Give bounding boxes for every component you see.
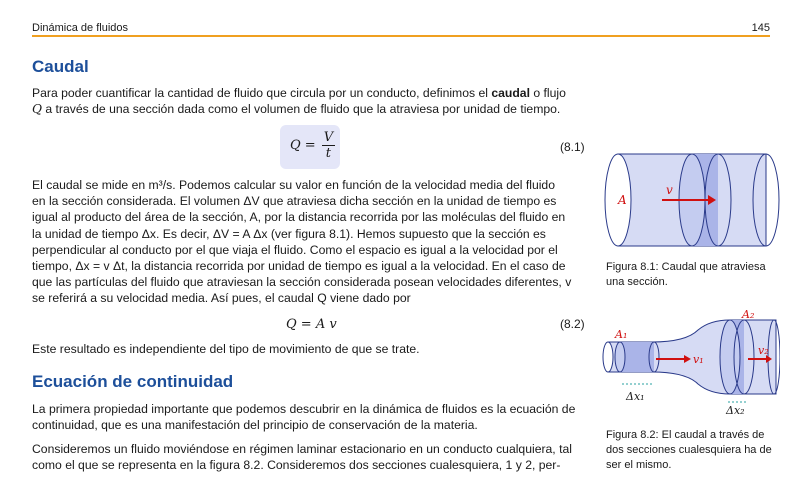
equation-8-1: Q = $\frac{V}{t}$ <box>290 130 334 161</box>
label-dx1: Δx₁ <box>626 390 645 403</box>
keyword-caudal: caudal <box>491 86 530 100</box>
label-velocity: v <box>666 183 673 197</box>
paragraph-caudal-conclusion: Este resultado es independiente del tipo de movimiento de que se trate. <box>32 342 420 356</box>
equation-8-2-number: (8.2) <box>560 317 585 331</box>
section-title-continuidad: Ecuación de continuidad <box>32 372 234 391</box>
label-v1: v₁ <box>693 353 704 366</box>
paragraph-continuidad-intro: La primera propiedad importante que podemos descubrir en la dinámica de fluidos es la ecuación de continuidad, que es una manifestación del principio de conservación de la materia. <box>32 402 576 433</box>
page-header <box>32 22 770 36</box>
page-number: 145 <box>751 22 770 34</box>
paragraph-caudal-units: El caudal se mide en m³/s. Podemos calcular su valor en función de la velocidad media del fluido en la sección considerada. El volumen ΔV que atraviesa dicha sección en la unidad de tiempo es igual al producto del área de la sección, A, por la distancia recorrida por las moléculas del fluido en la unidad de tiempo Δx. Es decir, ΔV = A Δx (ver figura 8.1). Hemos supuesto que la sección es perpendicular al conducto por el que viaja el fluido. Como el espacio es igual a la velocidad por el tiempo, Δx = v Δt, la distancia recorrida por unidad de tiempo es igual a la velocidad. En el caso de que las partículas del fluido que atraviesan la sección considerada posean velocidades diferentes, v se referirá a su velocidad media. Así pues, el caudal Q viene dado por <box>32 178 572 306</box>
label-area: A <box>618 193 627 207</box>
paragraph-caudal-intro: Para poder cuantificar la cantidad de fluido que circula por un conducto, definimos el caudal o flujo Q a través de una sección dada como el volumen de fluido que la atraviesa por unidad de tiempo. <box>32 86 566 117</box>
label-a2: A₂ <box>742 308 755 321</box>
pipe-entry-ellipse-2 <box>603 342 613 372</box>
equation-8-1-number: (8.1) <box>560 140 585 154</box>
figure-8-2-caption: Figura 8.2: El caudal a través de dos secciones cualesquiera ha de ser el mismo. <box>606 429 772 471</box>
header-rule <box>32 35 770 37</box>
paragraph-continuidad-setup: Consideremos un fluido moviéndose en régimen laminar estacionario en un conducto cualquiera, tal como el que se representa en la figura 8.2. Consideremos dos secciones cualesquiera, 1 y 2, per- <box>32 442 572 473</box>
label-dx2: Δx₂ <box>726 404 745 417</box>
running-title: Dinámica de fluidos <box>32 22 128 34</box>
section-title-caudal: Caudal <box>32 57 89 76</box>
equation-8-2: Q = A v <box>286 317 337 332</box>
figure-8-2-pipe <box>600 306 780 418</box>
figure-8-1-caption: Figura 8.1: Caudal que atraviesa una sección. <box>606 261 766 288</box>
section-1-left-ellipse <box>615 342 625 372</box>
figure-8-1-pipe <box>604 146 780 256</box>
label-v2: v₂ <box>758 344 769 357</box>
label-a1: A₁ <box>615 328 628 341</box>
